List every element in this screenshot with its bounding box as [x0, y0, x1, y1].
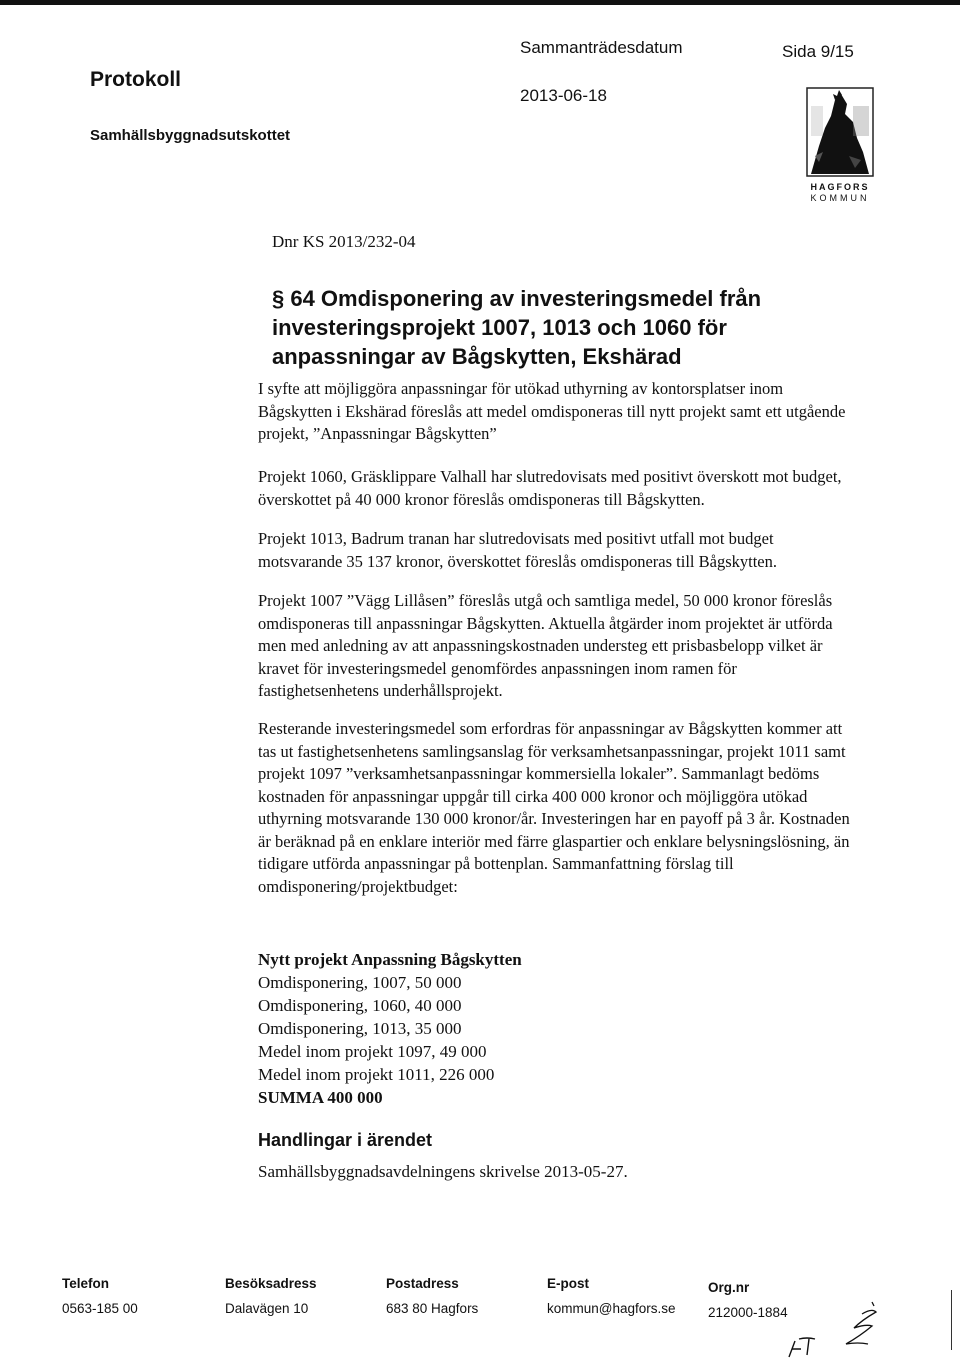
- scribble-signature-icon: [832, 1298, 882, 1350]
- budget-item: Medel inom projekt 1011, 226 000: [258, 1065, 495, 1084]
- documents-heading: Handlingar i ärendet: [258, 1130, 433, 1150]
- footer-value: kommun@hagfors.se: [547, 1301, 676, 1316]
- heading-line-3: anpassningar av Bågskytten, Ekshärad: [272, 344, 682, 369]
- case-number: Dnr KS 2013/232-04: [272, 232, 416, 251]
- footer-label: Besöksadress: [225, 1276, 317, 1291]
- footer-postal-address: [386, 1276, 478, 1316]
- footer-label: Org.nr: [708, 1280, 750, 1295]
- footer-org-number: [708, 1280, 788, 1320]
- budget-item: Omdisponering, 1007, 50 000: [258, 973, 462, 992]
- footer-label: Telefon: [62, 1276, 109, 1291]
- documents-text: Samhällsbyggnadsavdelningens skrivelse 2013-05-27.: [258, 1162, 628, 1181]
- budget-title: Nytt projekt Anpassning Bågskytten: [258, 950, 522, 969]
- footer-value: 0563-185 00: [62, 1301, 138, 1316]
- paragraph-project-1013: Projekt 1013, Badrum tranan har slutredovisats med positivt utfall mot budget motsvarande 35 137 kronor, överskottet föreslås omdisponeras till Bågskytten.: [258, 529, 777, 571]
- footer-value: 212000-1884: [708, 1305, 788, 1320]
- budget-item: Medel inom projekt 1097, 49 000: [258, 1042, 487, 1061]
- budget-item: Omdisponering, 1060, 40 000: [258, 996, 462, 1015]
- heading-line-1: § 64 Omdisponering av investeringsmedel från: [272, 286, 762, 311]
- municipality-logo: [805, 86, 875, 204]
- paragraph-project-1060: Projekt 1060, Gräsklippare Valhall har slutredovisats med positivt överskott mot budget, överskottet på 40 000 kronor föreslås omdisponeras till Bågskytten.: [258, 467, 842, 509]
- margin-mark: [951, 1290, 952, 1350]
- budget-item: Omdisponering, 1013, 35 000: [258, 1019, 462, 1038]
- paragraph-project-1007: Projekt 1007 ”Vägg Lillåsen” föreslås utgå och samtliga medel, 50 000 kronor föreslås omdisponeras till anpassningar Bågskytten. Aktuella åtgärder inom projektet är utförda men med anledning av att anpassningskostnaden understeg ett prisbasbelopp vilket är kravet för investeringsmedel genomfördes anpassningen inom ramen för fastighetsenhetens underhållsprojekt.: [258, 591, 833, 700]
- paragraph-remaining-funds: Resterande investeringsmedel som erfordras för anpassningar av Bågskytten kommer att tas ut fastighetsenhetens samlingsanslag för verksamhetsanpassningar, projekt 1011 samt projekt 1097 ”verksamhetsanpassningar kommersiella lokaler”. Sammanlagt bedöms kostnaden för anpassningar uppgår till cirka 400 000 kronor och möjliggöra utökad uthyrning motsvarande 130 000 kronor/år. Investeringen har en payoff på 3 år. Kostnaden är beräknad på en enklare interiör med färre glaspartier och enklare belysningslösning, än tidigare utförda anpassningar på bottenplan. Sammanfattning förslag till omdisponering/projektbudget:: [258, 719, 850, 896]
- footer-value: 683 80 Hagfors: [386, 1301, 479, 1316]
- paragraph-purpose: I syfte att möjliggöra anpassningar för utökad uthyrning av kontorsplatser inom Bågskytten i Ekshärad föreslås att medel omdisponeras till nytt projekt samt ett utgående projekt, ”Anpassningar Bågskytten”: [258, 379, 846, 443]
- footer-label: Postadress: [386, 1276, 459, 1291]
- budget-total: SUMMA 400 000: [258, 1088, 383, 1107]
- committee-name: Samhällsbyggnadsutskottet: [90, 127, 291, 144]
- top-border-line: [0, 0, 960, 5]
- logo-text-line2: KOMMUN: [810, 193, 870, 203]
- document-title: Protokoll: [90, 68, 182, 91]
- meeting-date: 2013-06-18: [520, 86, 607, 105]
- section-heading: [272, 284, 892, 371]
- heading-line-2: investeringsprojekt 1007, 1013 och 1060 för: [272, 315, 727, 340]
- footer-label: E-post: [547, 1276, 589, 1291]
- footer-value: Dalavägen 10: [225, 1301, 309, 1316]
- initials-signature-icon: [785, 1335, 825, 1360]
- footer-phone: [62, 1276, 138, 1316]
- footer-visit-address: [225, 1276, 317, 1316]
- page-number: Sida 9/15: [782, 42, 854, 61]
- meeting-date-label: Sammanträdesdatum: [520, 38, 683, 57]
- footer-email: [547, 1276, 676, 1316]
- budget-list: [258, 948, 522, 1109]
- logo-text-line1: HAGFORS: [810, 182, 870, 192]
